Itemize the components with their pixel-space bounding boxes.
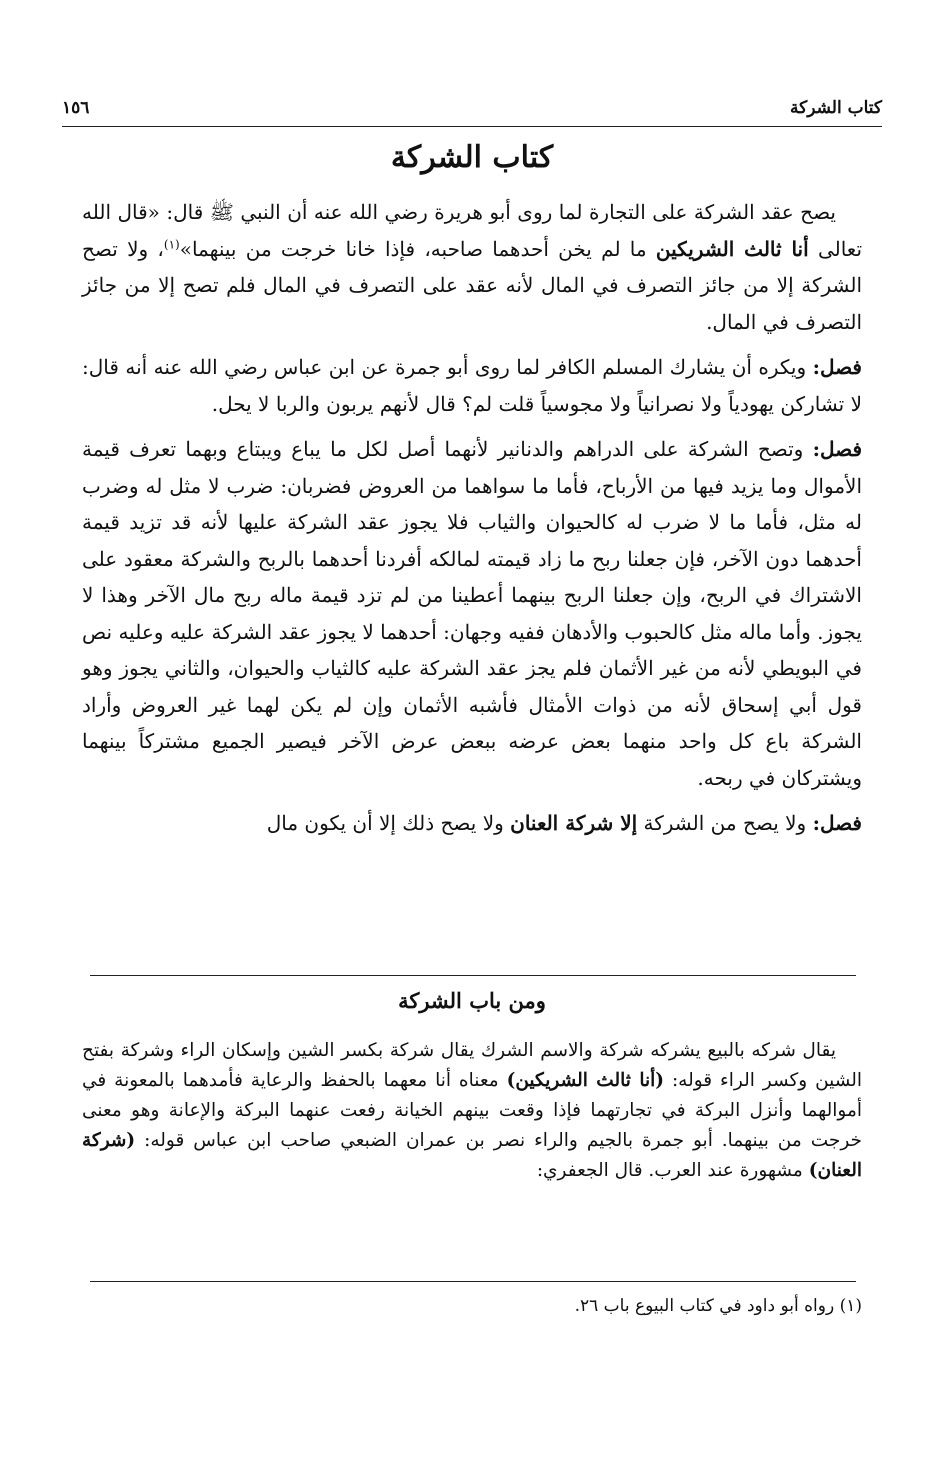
running-header bbox=[62, 98, 882, 124]
paragraph-text: ما لم يخن أحدهما صاحبه، فإذا خانا خرجت من بينهما» bbox=[179, 236, 647, 261]
paragraph-text: ولا يصح من الشركة bbox=[643, 811, 807, 835]
bold-term: (شركة العنان) bbox=[82, 1130, 862, 1181]
bold-term: إلا شركة العنان bbox=[510, 811, 638, 835]
running-title: كتاب الشركة bbox=[790, 98, 882, 118]
paragraph-text: وتصح الشركة على الدراهم والدنانير لأنهما أصل لكل ما يباع ويبتاع وبهما تعرف قيمة الأموال وما يزيد فيها من الأرباح، فأما ما سواهما من العروض فضربان: ضرب لا مثل له وضرب له مثل، فأما ما لا ضرب له كالحيوان والثياب فلا يجوز عقد الشركة عليها لأنه قد تزيد قيمة أحدهما دون الآخر، فإن جعلنا ربح ما زاد قيمته لمالكه أفردنا أحدهما بالربح والشركة معقود على الاشتراك في الربح، وإن جعلنا الربح بينهما أعطينا من لم تزد قيمة ماله ربح مال الآخر وهذا لا يجوز. وأما ماله مثل كالحبوب والأدهان ففيه وجهان: أحدهما لا يجوز عقد الشركة عليه وعليه نص في البويطي لأنه من غير الأثمان فلم يجز عقد الشركة عليه كالثياب والحيوان، والثاني يجوز وهو قول أبي إسحاق لأنه من ذوات الأمثال فأشبه الأثمان وإن لم يكن لهما غير العروض وأراد الشركة باع كل واحد منهما بعض عرضه ببعض عرض الآخر فيصير الجميع مشتركاً بينهما ويشتركان في ربحه. bbox=[82, 437, 863, 790]
paragraph-fasl-3 bbox=[82, 805, 862, 842]
main-text bbox=[82, 194, 862, 851]
paragraph-text: مشهورة عند العرب. قال الجعفري: bbox=[536, 1160, 803, 1181]
paragraph-text: يصح عقد الشركة على التجارة لما روى أبو هريرة رضي الله عنه أن النبي ﷺ قال: «قال الله تعالى bbox=[82, 200, 863, 261]
footnote-reference[interactable]: (١) bbox=[163, 236, 180, 251]
fasl-label: فصل: bbox=[812, 437, 863, 461]
paragraph-text: ، ولا تصح الشركة إلا من جائز التصرف في المال لأنه عقد على التصرف في المال فلم تصح إلا من جائز التصرف في المال. bbox=[82, 236, 862, 334]
footnote bbox=[82, 1294, 862, 1318]
bold-term: (أنا ثالث الشريكين) bbox=[506, 1070, 665, 1091]
fasl-label: فصل: bbox=[812, 811, 862, 835]
paragraph-fasl-2 bbox=[82, 431, 862, 796]
commentary-paragraph bbox=[82, 1036, 862, 1186]
header-divider bbox=[62, 126, 882, 127]
fasl-label: فصل: bbox=[812, 355, 862, 379]
paragraph-text: معناه أنا معهما بالحفظ والرعاية فأمدهما بالمعونة في أموالهما وأنزل البركة في تجارتهما فإذا وقعت بينهم الخيانة رفعت عنهما البركة والإعانة وهو معنى خرجت من بينهما. أبو جمرة بالجيم والراء نصر بن عمران الضبعي صاحب ابن عباس قوله: bbox=[82, 1070, 862, 1151]
commentary-text bbox=[82, 1036, 862, 1186]
paragraph-hadith bbox=[82, 194, 862, 340]
page-number: ١٥٦ bbox=[62, 98, 90, 118]
paragraph-fasl-1 bbox=[82, 349, 862, 422]
footnote-text: رواه أبو داود في كتاب البيوع باب ٢٦. bbox=[574, 1296, 835, 1316]
bold-quote: أنا ثالث الشريكين bbox=[655, 236, 809, 261]
footnote-divider bbox=[90, 1281, 856, 1282]
section-divider bbox=[90, 975, 856, 976]
paragraph-text: ولا يصح ذلك إلا أن يكون مال bbox=[266, 811, 504, 835]
paragraph-text: ويكره أن يشارك المسلم الكافر لما روى أبو جمرة عن ابن عباس رضي الله عنه أنه قال: لا تشاركن يهودياً ولا نصرانياً ولا مجوسياً قلت لم؟ قال لأنهم يربون والربا لا يحل. bbox=[82, 355, 862, 416]
footnote-marker: (١) bbox=[839, 1296, 862, 1316]
paragraph-text: يقال شركه بالبيع يشركه شركة والاسم الشرك يقال شركة بكسر الشين وإسكان الراء وشركة بفتح الشين وكسر الراء قوله: bbox=[82, 1040, 863, 1091]
commentary-heading: ومن باب الشركة bbox=[398, 988, 546, 1013]
chapter-title: كتاب الشركة bbox=[390, 140, 554, 175]
